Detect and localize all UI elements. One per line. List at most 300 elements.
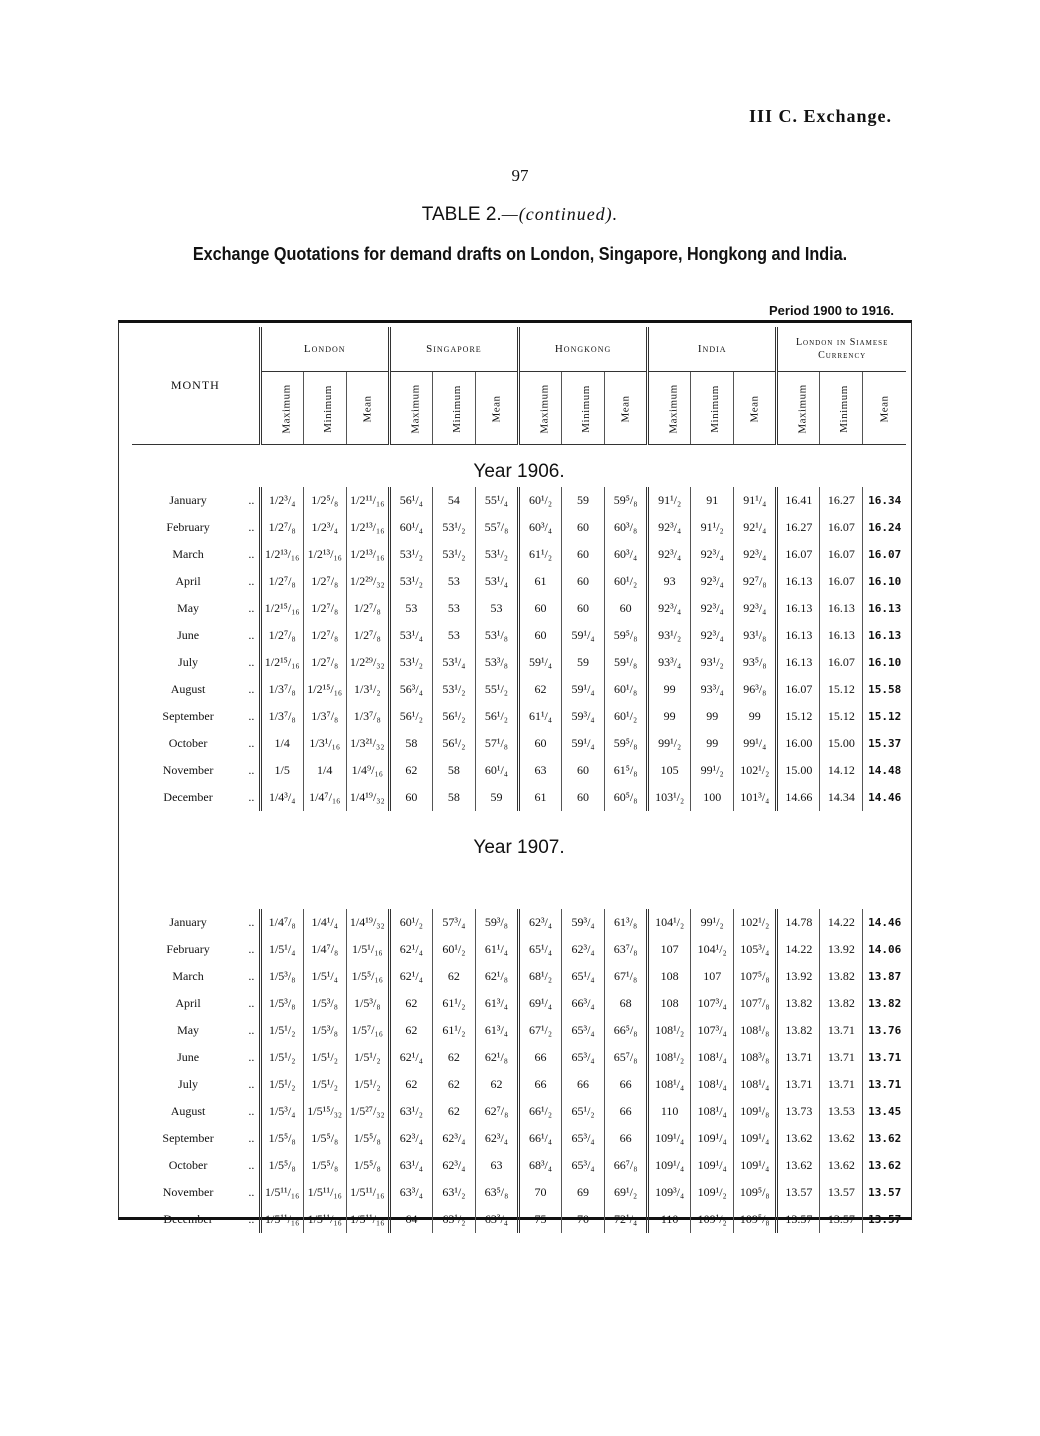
value-cell: 60 [389, 784, 432, 811]
value-cell: 69 [562, 1179, 605, 1206]
value-cell: 57³/₄ [432, 909, 475, 936]
value-cell: 1/3²¹/₃₂ [346, 730, 389, 757]
value-cell: 108 [648, 990, 691, 1017]
value-cell: 68¹/₂ [518, 963, 561, 990]
value-cell: 62³/₄ [389, 1125, 432, 1152]
value-cell: 13.92 [820, 936, 863, 963]
table-header [132, 327, 906, 445]
value-cell: 92³/₄ [691, 595, 734, 622]
value-cell: 1/2⁷/₈ [303, 622, 346, 649]
value-cell: 108 [648, 963, 691, 990]
value-cell: 13.87 [863, 963, 906, 990]
table-row [132, 1044, 906, 1071]
value-cell: 61 [518, 568, 561, 595]
value-cell: 1/2⁷/₈ [346, 622, 389, 649]
value-cell: 13.62 [863, 1125, 906, 1152]
value-cell: 63 [475, 1152, 518, 1179]
month-cell: February [166, 942, 210, 956]
table-row [132, 784, 906, 811]
leader-dots: .. [248, 682, 255, 696]
value-cell: 59³/₈ [475, 909, 518, 936]
value-cell: 53¹/₂ [389, 649, 432, 676]
group-header-row [132, 327, 906, 372]
value-cell: 66⁵/₈ [605, 1017, 648, 1044]
table-continued: —(continued). [501, 204, 619, 224]
value-cell: 13.71 [820, 1017, 863, 1044]
subheader-label: Maximum [409, 383, 422, 434]
value-cell: 109¹/₈ [734, 1098, 777, 1125]
value-cell: 1/5¹⁵/₃₂ [303, 1098, 346, 1125]
table-row [132, 1017, 906, 1044]
value-cell: 109⁵/₈ [734, 1179, 777, 1206]
value-cell: 16.13 [777, 622, 820, 649]
subheader-label: Mean [619, 394, 632, 423]
subheader-mean [346, 372, 389, 445]
leader-dots: .. [248, 601, 255, 615]
leader-dots: .. [248, 942, 255, 956]
value-cell: 99 [691, 730, 734, 757]
leader-dots: .. [248, 709, 255, 723]
value-cell: 109¹/₄ [734, 1125, 777, 1152]
value-cell: 1/3⁷/₈ [303, 703, 346, 730]
subheader-label: Mean [361, 394, 374, 423]
group-header-london: London [260, 327, 389, 372]
value-cell: 63¹/₂ [432, 1179, 475, 1206]
month-cell: June [177, 628, 200, 642]
value-cell: 13.57 [777, 1206, 820, 1233]
value-cell: 59¹/₄ [562, 622, 605, 649]
table-body [132, 445, 906, 1244]
value-cell: 60 [562, 757, 605, 784]
subheader-label: Maximum [667, 383, 680, 434]
value-cell: 60⁵/₈ [605, 784, 648, 811]
value-cell: 99¹/₂ [648, 730, 691, 757]
value-cell: 65¹/₄ [562, 963, 605, 990]
value-cell: 13.53 [820, 1098, 863, 1125]
subheader-mean [863, 372, 906, 445]
value-cell: 1/5²⁷/₃₂ [346, 1098, 389, 1125]
value-cell: 13.57 [820, 1206, 863, 1233]
value-cell: 93¹/₂ [648, 622, 691, 649]
value-cell: 91¹/₂ [691, 514, 734, 541]
month-cell: November [162, 763, 214, 777]
value-cell: 16.13 [820, 595, 863, 622]
value-cell: 110 [648, 1098, 691, 1125]
value-cell: 109¹/₄ [648, 1125, 691, 1152]
value-cell: 64 [389, 1206, 432, 1233]
value-cell: 16.34 [863, 487, 906, 514]
value-cell: 63³/₄ [475, 1206, 518, 1233]
month-cell: December [163, 1212, 213, 1226]
value-cell: 92¹/₄ [734, 514, 777, 541]
leader-dots: .. [248, 1185, 255, 1199]
value-cell: 91¹/₂ [648, 487, 691, 514]
value-cell: 60³/₈ [605, 514, 648, 541]
value-cell: 93³/₄ [648, 649, 691, 676]
value-cell: 99¹/₂ [691, 909, 734, 936]
value-cell: 65³/₄ [562, 1044, 605, 1071]
value-cell: 92³/₄ [734, 595, 777, 622]
value-cell: 92⁷/₈ [734, 568, 777, 595]
value-cell: 15.00 [820, 730, 863, 757]
value-cell: 59¹/₄ [562, 730, 605, 757]
value-cell: 1/4¹⁹/₃₂ [346, 909, 389, 936]
leader-dots: .. [248, 520, 255, 534]
value-cell: 107 [691, 963, 734, 990]
value-cell: 92³/₄ [691, 568, 734, 595]
value-cell: 1/2⁵/₈ [303, 487, 346, 514]
group-header-singapore: Singapore [389, 327, 518, 372]
subheader-label: Mean [878, 394, 891, 423]
month-cell: March [172, 547, 204, 561]
value-cell: 1/5¹/₂ [346, 1044, 389, 1071]
value-cell: 62 [432, 1098, 475, 1125]
value-cell: 1/5¹¹/₁₆ [260, 1206, 303, 1233]
value-cell: 1/4⁷/₈ [303, 936, 346, 963]
value-cell: 14.06 [863, 936, 906, 963]
value-cell: 60³/₄ [518, 514, 561, 541]
value-cell: 53 [389, 595, 432, 622]
value-cell: 16.13 [777, 568, 820, 595]
value-cell: 75 [518, 1206, 561, 1233]
value-cell: 13.71 [863, 1044, 906, 1071]
spacer-cell [132, 889, 906, 909]
value-cell: 1/2¹³/₁₆ [346, 541, 389, 568]
table-row [132, 487, 906, 514]
subheader-label: Minimum [321, 384, 334, 433]
value-cell: 1/5³/₈ [260, 990, 303, 1017]
value-cell: 63 [518, 757, 561, 784]
table-row [132, 676, 906, 703]
value-cell: 1/5¹¹/₁₆ [346, 1206, 389, 1233]
value-cell: 105 [648, 757, 691, 784]
value-cell: 53¹/₂ [389, 568, 432, 595]
value-cell: 1/2³/₄ [303, 514, 346, 541]
end-row [132, 1233, 906, 1243]
group-header-india: India [648, 327, 777, 372]
value-cell: 53¹/₂ [475, 541, 518, 568]
page-number: 97 [511, 166, 529, 185]
value-cell: 63³/₄ [389, 1179, 432, 1206]
month-cell: April [175, 996, 201, 1010]
value-cell: 13.76 [863, 1017, 906, 1044]
leader-dots: .. [248, 547, 255, 561]
value-cell: 1/5¹/₂ [260, 1017, 303, 1044]
value-cell: 62³/₄ [518, 909, 561, 936]
leader-dots: .. [248, 1158, 255, 1172]
value-cell: 101³/₄ [734, 784, 777, 811]
value-cell: 16.10 [863, 568, 906, 595]
subheader-maximum [518, 372, 561, 445]
value-cell: 60³/₄ [605, 541, 648, 568]
value-cell: 60 [605, 595, 648, 622]
table-row [132, 622, 906, 649]
subheader-label: Mean [748, 394, 761, 423]
value-cell: 13.71 [820, 1044, 863, 1071]
value-cell: 66 [605, 1098, 648, 1125]
subheader-minimum [820, 372, 863, 445]
value-cell: 60¹/₂ [605, 568, 648, 595]
value-cell: 16.07 [820, 514, 863, 541]
table-row [132, 514, 906, 541]
year-heading: Year 1907. [473, 837, 565, 858]
value-cell: 59³/₄ [562, 909, 605, 936]
value-cell: 13.57 [820, 1179, 863, 1206]
subheader-mean [734, 372, 777, 445]
value-cell: 53¹/₂ [432, 541, 475, 568]
value-cell: 1/5⁵/₈ [303, 1125, 346, 1152]
value-cell: 1/3¹/₁₆ [303, 730, 346, 757]
table-row [132, 541, 906, 568]
value-cell: 92³/₄ [648, 541, 691, 568]
value-cell: 53³/₈ [475, 649, 518, 676]
value-cell: 59 [562, 487, 605, 514]
value-cell: 13.82 [863, 990, 906, 1017]
subheader-label: Maximum [280, 383, 293, 434]
value-cell: 108¹/₂ [648, 1017, 691, 1044]
subheader-mean [605, 372, 648, 445]
value-cell: 61³/₄ [475, 1017, 518, 1044]
subheader-mean [475, 372, 518, 445]
value-cell: 53 [432, 568, 475, 595]
value-cell: 92³/₄ [734, 541, 777, 568]
leader-dots: .. [248, 736, 255, 750]
value-cell: 70 [562, 1206, 605, 1233]
running-head: III C. Exchange. [748, 106, 892, 126]
value-cell: 13.57 [777, 1179, 820, 1206]
value-cell: 62³/₄ [562, 936, 605, 963]
value-cell: 1/5¹/₂ [260, 1071, 303, 1098]
value-cell: 70 [518, 1179, 561, 1206]
value-cell: 67¹/₂ [518, 1017, 561, 1044]
value-cell: 55⁷/₈ [475, 514, 518, 541]
value-cell: 53¹/₂ [432, 514, 475, 541]
value-cell: 16.27 [777, 514, 820, 541]
value-cell: 68³/₄ [518, 1152, 561, 1179]
value-cell: 13.71 [777, 1044, 820, 1071]
value-cell: 109¹/₄ [691, 1125, 734, 1152]
value-cell: 102¹/₂ [734, 757, 777, 784]
value-cell: 57¹/₈ [475, 730, 518, 757]
value-cell: 65³/₄ [562, 1017, 605, 1044]
table-row [132, 1152, 906, 1179]
value-cell: 92³/₄ [691, 541, 734, 568]
leader-dots: .. [248, 493, 255, 507]
value-cell: 53¹/₄ [475, 568, 518, 595]
value-cell: 13.57 [863, 1179, 906, 1206]
value-cell: 62¹/₄ [389, 1044, 432, 1071]
value-cell: 109¹/₂ [691, 1179, 734, 1206]
value-cell: 56³/₄ [389, 676, 432, 703]
subheader-maximum [389, 372, 432, 445]
value-cell: 66 [518, 1044, 561, 1071]
value-cell: 1/2⁷/₈ [260, 622, 303, 649]
subheader-label: Minimum [450, 384, 463, 433]
subheader-label: Maximum [538, 383, 551, 434]
value-cell: 66 [605, 1125, 648, 1152]
value-cell: 61 [518, 784, 561, 811]
year-heading-row [132, 811, 906, 889]
value-cell: 16.41 [777, 487, 820, 514]
value-cell: 1/5⁵/₈ [346, 1125, 389, 1152]
value-cell: 63⁷/₈ [605, 936, 648, 963]
leader-dots: .. [248, 1077, 255, 1091]
value-cell: 62¹/₄ [389, 936, 432, 963]
value-cell: 14.78 [777, 909, 820, 936]
subheader-label: Maximum [796, 383, 809, 434]
value-cell: 60¹/₈ [605, 676, 648, 703]
value-cell: 1/4³/₄ [260, 784, 303, 811]
value-cell: 15.12 [820, 703, 863, 730]
value-cell: 59¹/₄ [518, 649, 561, 676]
value-cell: 1/2³/₄ [260, 487, 303, 514]
table-row [132, 730, 906, 757]
month-cell: July [178, 655, 199, 669]
value-cell: 13.82 [777, 990, 820, 1017]
value-cell: 62 [389, 1017, 432, 1044]
value-cell: 102¹/₂ [734, 909, 777, 936]
value-cell: 14.46 [863, 784, 906, 811]
leader-dots: .. [248, 763, 255, 777]
value-cell: 104¹/₂ [648, 909, 691, 936]
value-cell: 61³/₈ [605, 909, 648, 936]
value-cell: 108¹/₈ [734, 1017, 777, 1044]
value-cell: 66 [518, 1071, 561, 1098]
value-cell: 1/4 [303, 757, 346, 784]
leader-dots: .. [248, 1212, 255, 1226]
value-cell: 55¹/₂ [475, 676, 518, 703]
value-cell: 60 [562, 784, 605, 811]
value-cell: 61¹/₂ [518, 541, 561, 568]
value-cell: 65³/₄ [562, 1152, 605, 1179]
value-cell: 1/2²⁹/₃₂ [346, 649, 389, 676]
month-cell: May [177, 1023, 200, 1037]
value-cell: 56¹/₂ [475, 703, 518, 730]
leader-dots: .. [248, 996, 255, 1010]
value-cell: 13.62 [777, 1152, 820, 1179]
value-cell: 107⁷/₈ [734, 990, 777, 1017]
month-cell: October [168, 736, 208, 750]
value-cell: 61¹/₂ [432, 1017, 475, 1044]
value-cell: 66³/₄ [562, 990, 605, 1017]
value-cell: 60¹/₄ [389, 514, 432, 541]
table-label: TABLE 2. [421, 204, 502, 225]
value-cell: 16.07 [820, 568, 863, 595]
value-cell: 1/3⁷/₈ [260, 676, 303, 703]
subheader-minimum [691, 372, 734, 445]
value-cell: 14.46 [863, 909, 906, 936]
value-cell: 62 [432, 1044, 475, 1071]
value-cell: 1/3⁷/₈ [260, 703, 303, 730]
value-cell: 62¹/₄ [389, 963, 432, 990]
value-cell: 1/2¹³/₁₆ [346, 514, 389, 541]
value-cell: 109¹/₄ [648, 1152, 691, 1179]
leader-dots: .. [248, 1050, 255, 1064]
value-cell: 60 [518, 730, 561, 757]
value-cell: 1/5¹/₂ [260, 1044, 303, 1071]
value-cell: 62 [389, 990, 432, 1017]
table-row [132, 649, 906, 676]
value-cell: 110 [648, 1206, 691, 1233]
month-cell: May [177, 601, 200, 615]
value-cell: 62 [389, 1071, 432, 1098]
value-cell: 16.27 [820, 487, 863, 514]
month-cell: August [170, 682, 206, 696]
subheader-maximum [648, 372, 691, 445]
value-cell: 56¹/₂ [432, 730, 475, 757]
value-cell: 61¹/₂ [432, 990, 475, 1017]
value-cell: 62 [432, 963, 475, 990]
subheader-label: Minimum [579, 384, 592, 433]
value-cell: 15.12 [820, 676, 863, 703]
month-cell: January [169, 915, 207, 929]
value-cell: 16.13 [863, 622, 906, 649]
value-cell: 1/5⁵/₁₆ [346, 963, 389, 990]
leader-dots: .. [248, 628, 255, 642]
value-cell: 65¹/₄ [518, 936, 561, 963]
table-subtitle: Exchange Quotations for demand drafts on London, Singapore, Hongkong and India. [192, 244, 848, 264]
value-cell: 59⁵/₈ [605, 730, 648, 757]
month-cell: December [163, 790, 213, 804]
value-cell: 13.82 [820, 990, 863, 1017]
value-cell: 59 [562, 649, 605, 676]
value-cell: 96³/₈ [734, 676, 777, 703]
value-cell: 63⁵/₈ [475, 1179, 518, 1206]
value-cell: 66¹/₂ [518, 1098, 561, 1125]
value-cell: 16.13 [863, 595, 906, 622]
value-cell: 1/2⁷/₈ [303, 649, 346, 676]
value-cell: 1/2¹⁵/₁₆ [303, 676, 346, 703]
value-cell: 60 [562, 541, 605, 568]
table-row [132, 757, 906, 784]
value-cell: 15.58 [863, 676, 906, 703]
table-row [132, 936, 906, 963]
value-cell: 62⁷/₈ [475, 1098, 518, 1125]
value-cell: 15.12 [777, 703, 820, 730]
value-cell: 61¹/₄ [475, 936, 518, 963]
value-cell: 1/5¹/₁₆ [346, 936, 389, 963]
table-row [132, 703, 906, 730]
value-cell: 16.00 [777, 730, 820, 757]
subheader-label: Minimum [708, 384, 721, 433]
value-cell: 91 [691, 487, 734, 514]
value-cell: 1/5 [260, 757, 303, 784]
value-cell: 59 [475, 784, 518, 811]
value-cell: 56¹/₄ [389, 487, 432, 514]
value-cell: 53¹/₄ [432, 649, 475, 676]
value-cell: 1/5³/₈ [260, 963, 303, 990]
value-cell: 100 [691, 784, 734, 811]
subheader-maximum [777, 372, 820, 445]
table-row [132, 568, 906, 595]
value-cell: 1/2⁷/₈ [303, 568, 346, 595]
value-cell: 55¹/₄ [475, 487, 518, 514]
value-cell: 1/2¹³/₁₆ [260, 541, 303, 568]
value-cell: 103¹/₂ [648, 784, 691, 811]
value-cell: 16.10 [863, 649, 906, 676]
value-cell: 1/5⁵/₈ [303, 1152, 346, 1179]
value-cell: 99¹/₂ [691, 757, 734, 784]
value-cell: 14.22 [777, 936, 820, 963]
month-cell: June [177, 1050, 200, 1064]
value-cell: 1/2⁷/₈ [303, 595, 346, 622]
value-cell: 1/5⁵/₈ [346, 1152, 389, 1179]
value-cell: 53¹/₈ [475, 622, 518, 649]
value-cell: 14.34 [820, 784, 863, 811]
value-cell: 13.45 [863, 1098, 906, 1125]
value-cell: 65¹/₂ [562, 1098, 605, 1125]
value-cell: 1/4⁷/₈ [260, 909, 303, 936]
